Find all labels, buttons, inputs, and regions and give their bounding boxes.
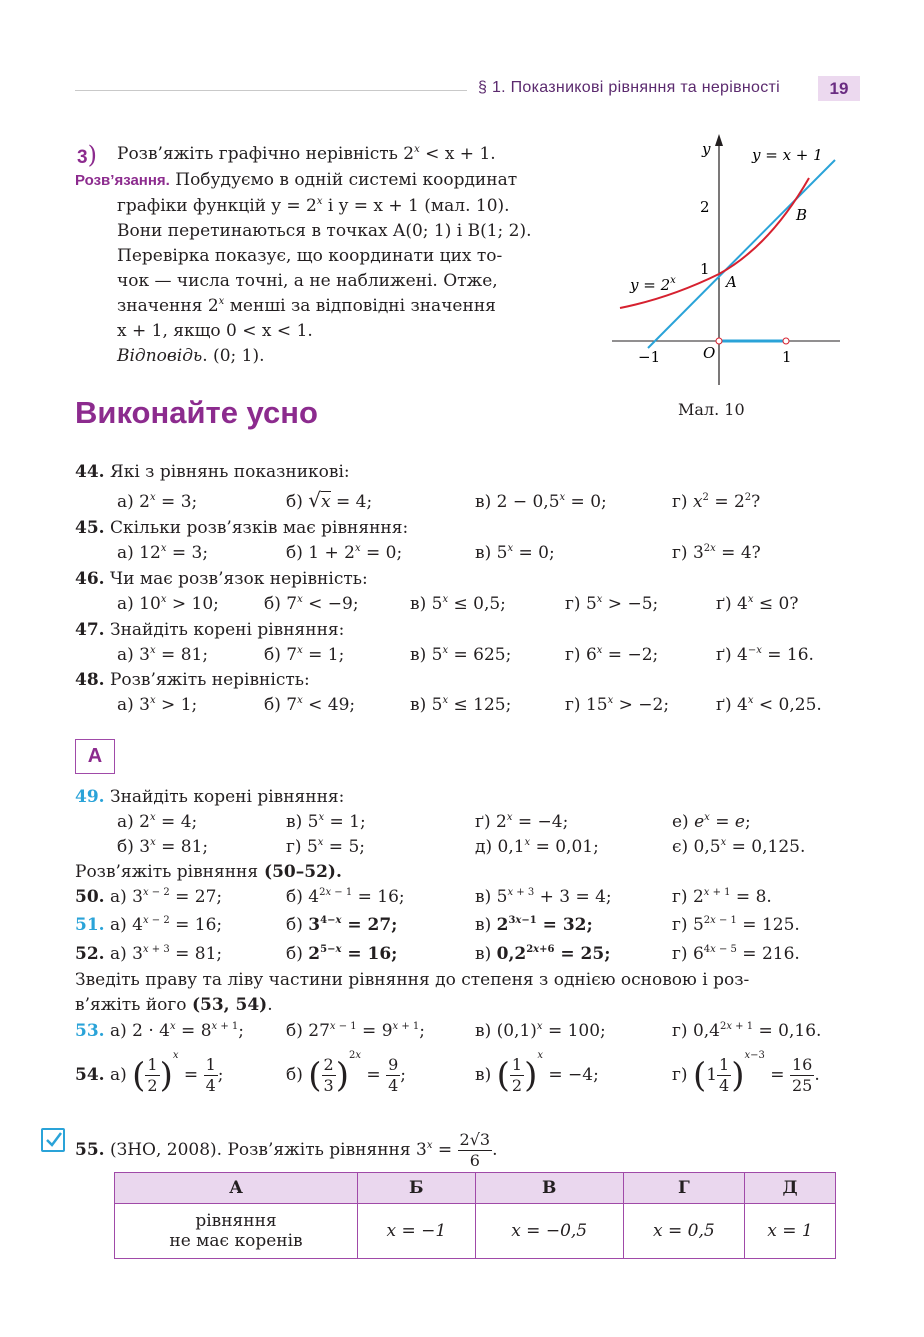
- tick-two: 2: [700, 198, 710, 216]
- task-47: 47. Знайдіть корені рівняння:: [75, 620, 345, 640]
- task-52-a: 52. а) $3^{x + 3} = 81$;: [75, 944, 223, 964]
- solution-line-4: Перевірка показує, що координати цих то-: [117, 246, 503, 266]
- task-51-a: 51. а) $4^{x - 2} = 16$;: [75, 915, 223, 935]
- task-47-c: в) $5^x = 625$;: [410, 645, 512, 665]
- task-48-b: б) $7^x < 49$;: [264, 695, 356, 715]
- table-cell: x = 1: [745, 1204, 836, 1259]
- task-52-d: г) $6^{4x - 5} = 216$.: [672, 944, 800, 964]
- task-46-a: а) $10^x > 10$;: [117, 594, 219, 614]
- task-44: 44. Які з рівнянь показникові:: [75, 462, 350, 482]
- line-y-x-plus-1: [648, 160, 835, 348]
- task-46-d: г) $5^x > -5$;: [565, 594, 659, 614]
- task-51-b: б) $3^{4-x} = 27$;: [286, 915, 398, 935]
- table-header-cell: Г: [623, 1173, 744, 1204]
- task-47-d: г) $6^x = -2$;: [565, 645, 659, 665]
- task-50-d: г) $2^{x + 1} = 8$.: [672, 887, 772, 907]
- task-48: 48. Розв’яжіть нерівність:: [75, 670, 310, 690]
- page-number: 19: [818, 76, 860, 101]
- answer-table-row: [115, 1204, 836, 1259]
- point-b-label: B: [796, 206, 808, 224]
- task-48-e: ґ) $4^x < 0,25$.: [716, 695, 822, 715]
- task-53-b: б) $27^{x - 1} = 9^{x + 1}$;: [286, 1021, 426, 1041]
- example-task: Розв’яжіть графічно нерівність $2^x < x + 1$.: [117, 144, 496, 164]
- task-47-e: ґ) $4^{-x} = 16$.: [716, 645, 814, 665]
- figure-graph: [600, 130, 850, 390]
- task-45-a: а) $12^x = 3$;: [117, 543, 209, 563]
- task-55: 55. (ЗНО, 2008). Розв’яжіть рівняння $3^x$ = $\frac{2√3}{6}$ .: [75, 1130, 498, 1170]
- task-54-b: б) ( $\frac{2}{3}$ )$^{2x}$ = $\frac{9}{4}$ ;: [286, 1050, 406, 1096]
- task-49-c: в) $5^x = 1$;: [286, 812, 366, 832]
- task-47-a: а) $3^x = 81$;: [117, 645, 209, 665]
- task-49-b: б) $3^x = 81$;: [117, 837, 209, 857]
- task-49-h: є) $0,5^x = 0,125$.: [672, 837, 806, 857]
- answer-table: [114, 1172, 836, 1259]
- task-45-c: в) $5^x = 0$;: [475, 543, 555, 563]
- task-49: 49. Знайдіть корені рівняння:: [75, 787, 345, 807]
- tick-one-x: 1: [782, 348, 792, 366]
- task-49-f: д) $0,1^x = 0,01$;: [475, 837, 599, 857]
- instruction-53-54-a: Зведіть праву та ліву частини рівняння до степеня з однією основою і роз-: [75, 970, 750, 990]
- task-51-d: г) $5^{2x - 1} = 125$.: [672, 915, 800, 935]
- solution-line-6: значення 2$^x$ менші за відповідні значення: [117, 296, 496, 316]
- instruction-53-54-b: в’яжіть його (53, 54).: [75, 995, 273, 1015]
- header-rule: [75, 90, 467, 91]
- task-44-b: б) √x = 4;: [286, 488, 373, 512]
- interval-end-point: [783, 338, 789, 344]
- solution-line-7: x + 1, якщо 0 < x < 1.: [117, 321, 313, 341]
- tick-minus-one: −1: [638, 348, 661, 366]
- task-45: 45. Скільки розв’язків має рівняння:: [75, 518, 409, 538]
- figure-caption: Мал. 10: [678, 400, 745, 419]
- task-50-c: в) $5^{x + 3} + 3 = 4$;: [475, 887, 612, 907]
- task-54-a: 54. а) ( $\frac{1}{2}$ )$^x$ = $\frac{1}{4}$ ;: [75, 1050, 224, 1096]
- task-49-d: г) $5^x = 5$;: [286, 837, 366, 857]
- task-45-b: б) $1 + 2^x = 0$;: [286, 543, 403, 563]
- line-label: y = x + 1: [752, 146, 823, 164]
- task-45-d: г) $3^{2x} = 4$?: [672, 543, 761, 563]
- task-44-d: г) $x^2 = 2^2$?: [672, 492, 761, 512]
- task-48-a: а) $3^x > 1$;: [117, 695, 198, 715]
- running-header: § 1. Показникові рівняння та нерівності: [478, 79, 781, 96]
- task-51-c: в) $2^{3x-1} = 32$;: [475, 915, 593, 935]
- solution-line-2: графіки функцій $y = 2^x$ і y = x + 1 (мал. 10).: [117, 196, 510, 216]
- task-50-b: б) $4^{2x - 1} = 16$;: [286, 887, 405, 907]
- task-53-a: 53. а) $2 \cdot 4^x = 8^{x + 1}$;: [75, 1021, 244, 1041]
- y-label: y: [702, 140, 711, 158]
- table-cell: x = −1: [358, 1204, 476, 1259]
- task-44-c: в) $2 - 0,5^x = 0$;: [475, 492, 607, 512]
- task-52-c: в) $0,2^{2x+6} = 25$;: [475, 944, 611, 964]
- solution-line-1: Розв’язання. Побудуємо в одній системі координат: [75, 170, 518, 190]
- task-49-a: а) $2^x = 4$;: [117, 812, 198, 832]
- instruction-50-52: Розв’яжіть рівняння (50–52).: [75, 862, 342, 882]
- example-number: 3): [77, 141, 97, 169]
- tick-one-y: 1: [700, 260, 710, 278]
- task-46-e: ґ) $4^x \le 0$?: [716, 594, 799, 614]
- task-47-b: б) $7^x = 1$;: [264, 645, 345, 665]
- level-badge: А: [75, 739, 115, 774]
- interval-start-point: [716, 338, 722, 344]
- section-title: Виконайте усно: [75, 395, 318, 430]
- task-50-a: 50. а) $3^{x - 2} = 27$;: [75, 887, 223, 907]
- table-header-cell: Б: [358, 1173, 476, 1204]
- task-52-b: б) $2^{5-x} = 16$;: [286, 944, 398, 964]
- answer-table-header: [115, 1173, 836, 1204]
- origin-label: O: [703, 344, 716, 362]
- table-cell: рівняння не має коренів: [115, 1204, 358, 1259]
- checkmark-icon: [43, 1130, 63, 1150]
- y-axis-arrow-icon: [715, 134, 723, 146]
- task-53-c: в) $(0,1)^x = 100$;: [475, 1021, 606, 1041]
- table-header-cell: Д: [745, 1173, 836, 1204]
- task-49-g: е) $e^x = e$;: [672, 812, 751, 832]
- table-cell: x = −0,5: [475, 1204, 623, 1259]
- table-header-cell: А: [115, 1173, 358, 1204]
- solution-line-3: Вони перетинаються в точках A(0; 1) і B(1; 2).: [117, 221, 532, 241]
- task-46-c: в) $5^x \le 0,5$;: [410, 594, 506, 614]
- task-44-a: а) $2^x = 3$;: [117, 492, 198, 512]
- task-54-d: г) (1 $\frac{1}{4}$ )$^{x-3}$ = $\frac{16}{25}$ .: [672, 1050, 820, 1096]
- task-48-d: г) $15^x > -2$;: [565, 695, 670, 715]
- answer-line: Відповідь. (0; 1).: [117, 346, 265, 366]
- task-54-c: в) ( $\frac{1}{2}$ )$^x$ = −4;: [475, 1050, 599, 1096]
- task-46: 46. Чи має розв’язок нерівність:: [75, 569, 368, 589]
- table-cell: x = 0,5: [623, 1204, 744, 1259]
- exp-label: $y = 2^x$: [630, 275, 676, 294]
- point-a-label: A: [726, 273, 737, 291]
- task-48-c: в) $5^x \le 125$;: [410, 695, 512, 715]
- task-53-d: г) $0,4^{2x + 1} = 0,16$.: [672, 1021, 822, 1041]
- checkbox-icon: [41, 1128, 65, 1152]
- task-46-b: б) $7^x < -9$;: [264, 594, 359, 614]
- solution-line-5: чок — числа точні, а не наближені. Отже,: [117, 271, 498, 291]
- task-49-e: ґ) $2^x = -4$;: [475, 812, 569, 832]
- table-header-cell: В: [475, 1173, 623, 1204]
